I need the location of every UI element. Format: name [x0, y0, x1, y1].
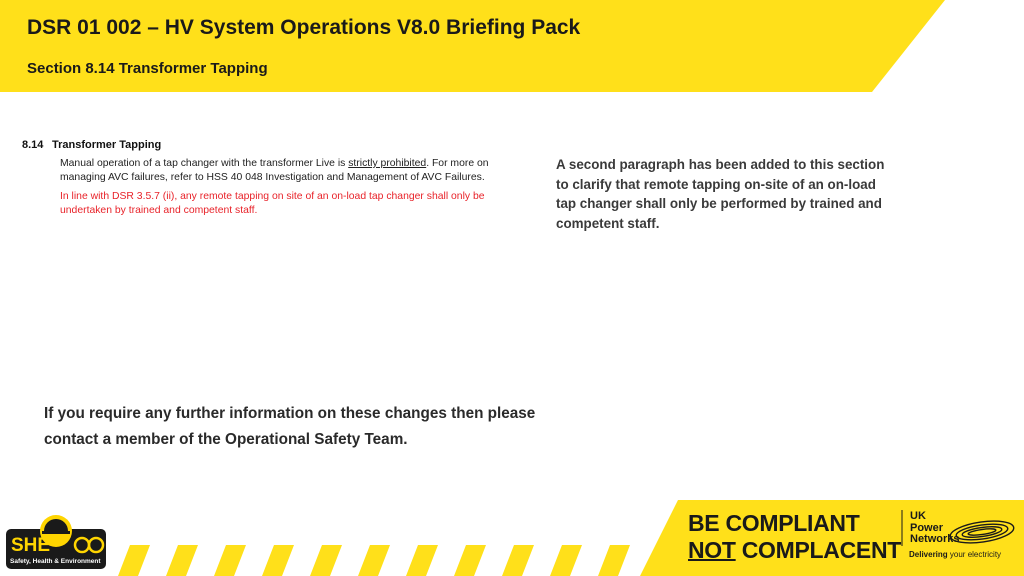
header-band: [0, 0, 1024, 95]
page-title: DSR 01 002 – HV System Operations V8.0 Briefing Pack: [27, 16, 581, 39]
she-tagline: Safety, Health & Environment: [10, 558, 101, 565]
ukpn-line-3: Networks: [910, 533, 960, 545]
ukpn-wordmark: [910, 511, 960, 546]
excerpt-body: [60, 157, 532, 217]
slogan: [688, 510, 901, 564]
para1-text-start: Manual operation of a tap changer with the transformer Live is: [60, 158, 349, 169]
contact-info: If you require any further information on these changes then please contact a member of the Operational Safety Team.: [44, 405, 536, 448]
section-title: Transformer Tapping: [52, 139, 162, 151]
ukpn-tagline: [909, 550, 1001, 559]
ukpn-line-1: UK: [910, 510, 926, 522]
section-number: 8.14: [22, 139, 44, 151]
excerpt-heading: [22, 139, 532, 151]
she-wordmark: SHE: [11, 535, 51, 556]
ukpn-tag-bold: Delivering: [909, 550, 948, 559]
excerpt-paragraph-1: [60, 157, 532, 184]
excerpt-paragraph-2: In line with DSR 3.5.7 (ii), any remote tapping on site of an on-load tap changer shall only be undertaken by trained and competent staff.: [60, 191, 485, 216]
para1-underlined-text: strictly prohibited: [348, 158, 427, 169]
ukpn-line-2: Power: [910, 521, 944, 534]
para1-text-end: . For more on managing AVC failures, refer to HSS 40 048 Investigation and Management of AVC Failures.: [60, 158, 489, 183]
slogan-line-1: BE COMPLIANT: [688, 510, 860, 536]
page-subtitle: Section 8.14 Transformer Tapping: [27, 60, 268, 77]
ukpn-tag-rest: your electricity: [947, 550, 1002, 559]
slogan-line-2: [688, 537, 901, 564]
slogan-complacent: COMPLACENT: [735, 537, 902, 563]
slogan-not: NOT: [688, 537, 736, 563]
header-background: [0, 0, 1024, 95]
document-excerpt: [22, 139, 532, 223]
change-note: A second paragraph has been added to this section to clarify that remote tapping on-site of an on-load tap changer shall only be performed by trained and competent staff.: [556, 157, 885, 231]
